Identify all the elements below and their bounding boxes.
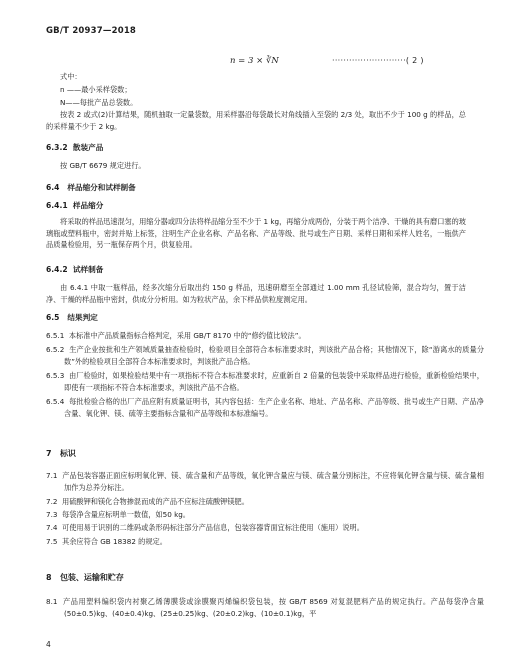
clause-number: 7.4 [46,523,58,532]
section-6-3-2-body: 按 GB/T 6679 规定进行。 [60,161,146,170]
page-number: 4 [46,640,51,649]
where-item-N: N——每批产品总袋数。 [60,98,138,107]
clause-7-5 [46,536,484,548]
section-title: 包装、运输和贮存 [59,573,124,582]
clause-number: 6.5.4 [46,397,65,406]
clause-number: 7.3 [46,510,58,519]
clause-text: 产品用塑料编织袋内衬聚乙烯薄膜袋或涂膜聚丙烯编织袋包装，按 GB/T 8569 对复混肥料产品的规定执行。产品每袋净含量(50±0.5)kg、(40±0.4)kg、(25±0.25)kg、(20±0.2)kg、(10±0.1)kg，平 [63,597,484,618]
section-title: 样品缩分 [72,201,104,210]
section-6-5-heading [46,312,98,323]
section-number: 6.5 [46,313,60,322]
clause-text: 产品包装容器正面应标明氧化钾、镁、硫含量和产品等级，氧化钾含量应与镁、硫含量分别标注，不应将氧化钾含量与镁、硫含量相加作为总养分标注。 [62,471,484,492]
clause-text: 本标准中产品质量指标合格判定，采用 GB/T 8170 中的“修约值比较法”。 [68,331,306,340]
section-8-heading [46,572,124,583]
standard-number-header: GB/T 20937—2018 [46,26,137,36]
clause-number: 8.1 [46,597,58,606]
clause-number: 7.1 [46,471,58,480]
clause-text: 可使用易于识别的二维码或条形码标注部分产品信息，包装容器背面宜标注使用（施用）说明。 [62,523,364,532]
clause-number: 7.5 [46,537,58,546]
where-item-n: n ——最小采样袋数； [60,85,132,94]
section-6-3-2-heading [46,142,103,153]
clause-number: 6.5.3 [46,371,65,380]
clause-7-1 [46,470,484,493]
section-number: 7 [46,449,52,458]
section-number: 6.3.2 [46,143,68,152]
section-title: 结果判定 [67,313,98,322]
section-6-4-1-body: 将采取的样品迅速混匀，用缩分器或四分法将样品缩分至不少于 1 kg，再缩分成两份，分装于两个洁净、干燥的具有磨口塞的玻璃瓶或塑料瓶中，密封并贴上标签，注明生产企业名称、产品名称、产品等级、批号或生产日期、采样日期和采样人姓名，一瓶供产品质量检验用，另一瓶保存两个月，供复验用。 [46,217,466,249]
equation-number: ··························( 2 ) [332,56,424,65]
clause-text: 由厂检验时，如果检验结果中有一项指标不符合本标准要求时，应重新自 2 倍量的包装袋中采取样品进行检验，重新检验结果中，即使有一项指标不符合本标准要求，判该批产品不合格。 [64,371,484,392]
section-7-heading [46,448,76,459]
section-number: 8 [46,573,52,582]
section-title: 标识 [59,449,76,458]
section-title: 试样制备 [72,265,104,274]
formula-2 [0,56,514,70]
section-6-4-2-heading [46,264,103,275]
section-number: 6.4.1 [46,201,68,210]
section-title: 样品缩分和试样制备 [67,183,136,192]
clause-number: 6.5.1 [46,331,65,340]
section-number: 6.4.2 [46,265,68,274]
clause-number: 7.2 [46,497,58,506]
clause-6-5-3 [46,370,484,393]
clause-text: 用硫酸钾和镁化合物掺混而成的产品不应标注硫酸钾镁肥。 [62,497,249,506]
section-6-4-heading [46,182,136,193]
section-number: 6.4 [46,183,60,192]
clause-text: 其余应符合 GB 18382 的规定。 [62,537,167,546]
clause-text: 每袋净含量应标明单一数值，如50 kg。 [62,510,190,519]
clause-7-4 [46,522,484,534]
section-6-4-1-heading [46,200,103,211]
clause-text: 每批检验合格的出厂产品应附有质量证明书，其内容包括：生产企业名称、地址、产品名称、产品等级、批号或生产日期、产品净含量、氧化钾、镁、硫等主要指标含量和产品等级和本标准编号。 [64,397,484,418]
clause-number: 6.5.2 [46,345,65,354]
clause-8-1 [46,596,484,619]
section-6-4-2-body: 由 6.4.1 中取一瓶样品，经多次缩分后取出约 150 g 样品，迅速研磨至全部通过 1.00 mm 孔径试验筛，混合均匀，置于洁净、干燥的样品瓶中密封，供成分分析用。如为粒状产品，余下样品供粒度测定用。 [46,283,466,304]
where-intro: 式中： [60,72,82,81]
formula-expression: n = 3 × ∛N [230,56,279,66]
clause-7-2 [46,496,484,508]
clause-text: 生产企业按批和生产领域质量抽查检验时，检验项目全部符合本标准要求时，判该批产品合格；其他情况下，除“游离水的质量分数”外的检验项目全部符合本标准要求时，判该批产品合格。 [64,345,485,366]
clause-6-5-1 [46,330,484,342]
clause-6-5-4 [46,396,484,419]
sampling-paragraph: 按表 2 或式(2)计算结果，随机抽取一定量袋数，用采样器沿每袋最长对角线插入至袋的 2/3 处，取出不少于 100 g 的样品，总的采样量不少于 2 kg。 [46,110,466,131]
section-title: 散装产品 [72,143,104,152]
clause-6-5-2 [46,344,484,367]
clause-7-3 [46,509,484,521]
